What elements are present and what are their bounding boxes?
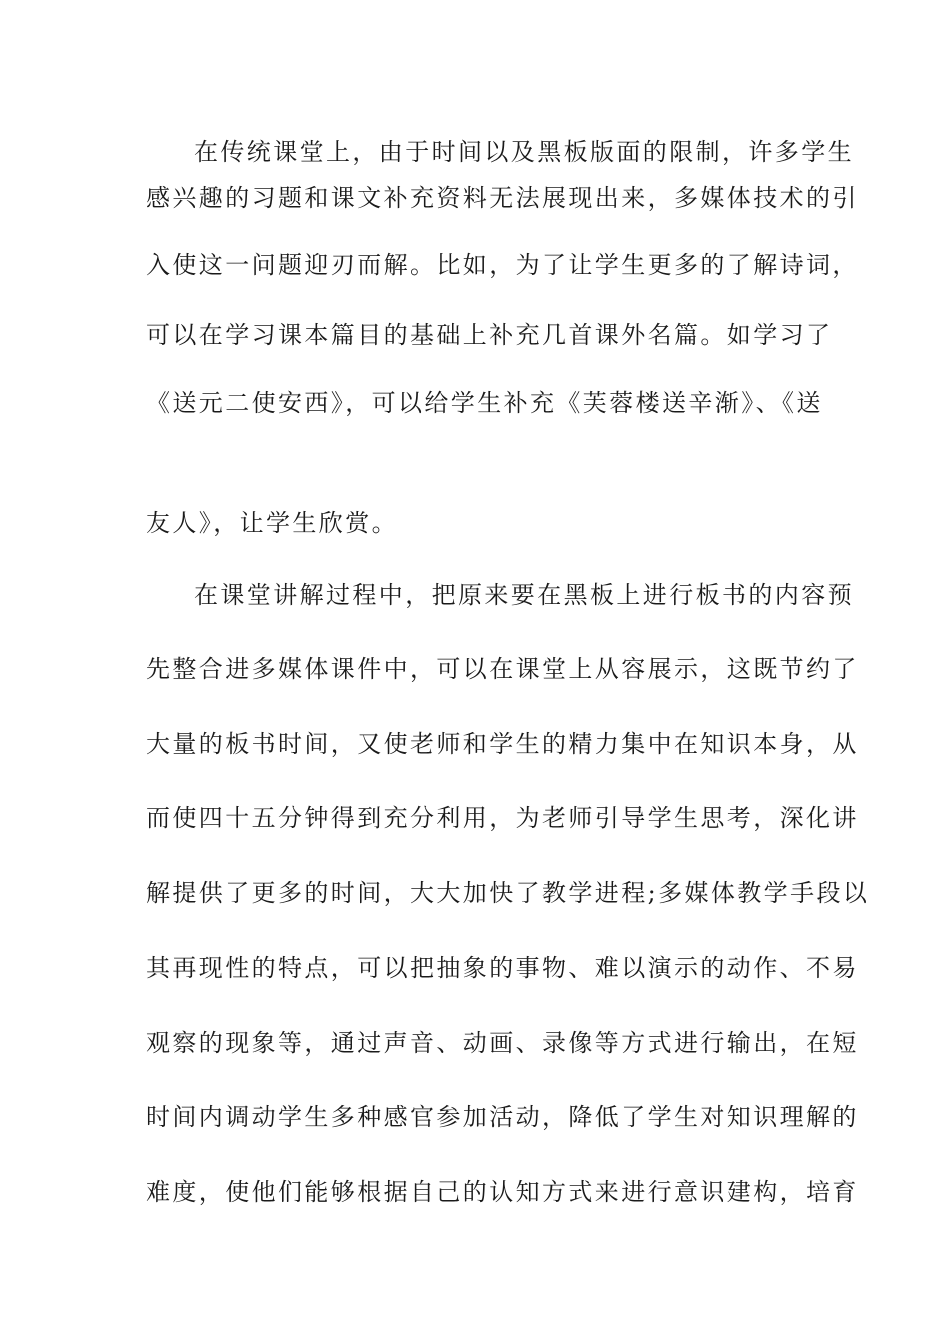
paragraph-1-line-4: 可以在学习课本篇目的基础上补充几首课外名篇。如学习了 bbox=[146, 321, 833, 349]
paragraph-2-line-3: 大量的板书时间，又使老师和学生的精力集中在知识本身，从 bbox=[146, 730, 859, 758]
paragraph-1-line-6: 友人》，让学生欣赏。 bbox=[146, 509, 398, 537]
paragraph-1-line-5: 《送元二使安西》，可以给学生补充《芙蓉楼送辛渐》、《送 bbox=[146, 389, 823, 417]
paragraph-1-line-2: 感兴趣的习题和课文补充资料无法展现出来，多媒体技术的引 bbox=[146, 184, 859, 212]
paragraph-2-line-8: 时间内调动学生多种感官参加活动，降低了学生对知识理解的 bbox=[146, 1103, 859, 1131]
paragraph-2-line-7: 观察的现象等，通过声音、动画、录像等方式进行输出，在短 bbox=[146, 1029, 859, 1057]
paragraph-2-line-2: 先整合进多媒体课件中，可以在课堂上从容展示，这既节约了 bbox=[146, 655, 859, 683]
paragraph-2-line-5: 解提供了更多的时间，大大加快了教学进程;多媒体教学手段以 bbox=[146, 879, 870, 907]
paragraph-1-line-3: 入使这一问题迎刃而解。比如，为了让学生更多的了解诗词， bbox=[146, 251, 859, 279]
paragraph-2-line-9: 难度，使他们能够根据自己的认知方式来进行意识建构，培育 bbox=[146, 1178, 859, 1206]
paragraph-2-line-4: 而使四十五分钟得到充分利用，为老师引导学生思考，深化讲 bbox=[146, 804, 859, 832]
paragraph-1-line-1: 在传统课堂上，由于时间以及黑板版面的限制，许多学生 bbox=[194, 138, 854, 166]
paragraph-2-line-1: 在课堂讲解过程中，把原来要在黑板上进行板书的内容预 bbox=[194, 581, 854, 609]
paragraph-2-line-6: 其再现性的特点，可以把抽象的事物、难以演示的动作、不易 bbox=[146, 954, 859, 982]
